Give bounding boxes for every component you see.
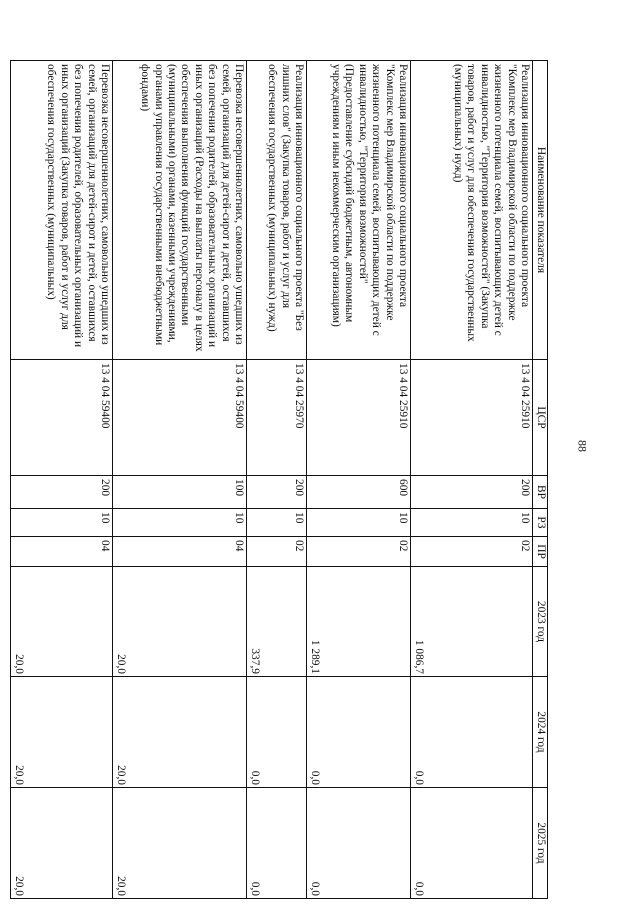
row-name: Реализация инновационного социального проекта "Комплекс мер Владимирской области по поддержке жизненного потенциала семей, воспитывающих детей с инвалидностью, "Территория возможностей" (Закупка товаров, работ и услуг для обеспечения государственных (муниципальных) нужд) <box>411 61 533 360</box>
row-2025: 0,0 <box>247 788 307 899</box>
row-2023: 337,9 <box>247 567 307 677</box>
table-row <box>113 61 247 899</box>
row-pr: 02 <box>307 537 411 567</box>
row-csr: 13 4 04 59400 <box>11 360 113 476</box>
row-vr: 200 <box>11 476 113 509</box>
header-name: Наименование показателя <box>533 61 548 360</box>
header-2024: 2024 год <box>533 677 548 788</box>
row-rz: 10 <box>307 509 411 537</box>
row-vr: 100 <box>113 476 247 509</box>
row-2024: 0,0 <box>247 677 307 788</box>
row-name: Перевозка несовершеннолетних, самовольно ушедших из семей, организаций для детей-сирот и детей, оставшихся без попечения родителей, образовательных организаций и иных организаций (Расходы на выплаты персоналу в целях обеспечения выполнения функций государственными (муниципальными) органами, казенными учреждениями, органами управления государственными внебюджетными фондами) <box>113 61 247 360</box>
row-name: Реализация инновационного социального проекта "Без лишних слов" (Закупка товаров, работ и услуг для обеспечения государственных (муниципальных) нужд) <box>247 61 307 360</box>
row-csr: 13 4 04 25910 <box>307 360 411 476</box>
header-vr: ВР <box>533 476 548 509</box>
table-row <box>11 61 113 899</box>
row-2025: 20,0 <box>11 788 113 899</box>
row-csr: 13 4 04 25970 <box>247 360 307 476</box>
budget-table <box>10 60 548 899</box>
row-2024: 20,0 <box>11 677 113 788</box>
row-2025: 0,0 <box>307 788 411 899</box>
row-rz: 10 <box>411 509 533 537</box>
header-rz: РЗ <box>533 509 548 537</box>
header-2025: 2025 год <box>533 788 548 899</box>
row-csr: 13 4 04 25910 <box>411 360 533 476</box>
row-2023: 20,0 <box>113 567 247 677</box>
row-rz: 10 <box>247 509 307 537</box>
table-header-row <box>533 61 548 899</box>
row-2024: 0,0 <box>411 677 533 788</box>
row-pr: 04 <box>113 537 247 567</box>
row-vr: 200 <box>247 476 307 509</box>
row-pr: 02 <box>247 537 307 567</box>
row-2023: 1 289,1 <box>307 567 411 677</box>
row-csr: 13 4 04 59400 <box>113 360 247 476</box>
header-2023: 2023 год <box>533 567 548 677</box>
row-pr: 02 <box>411 537 533 567</box>
table-row <box>411 61 533 899</box>
table-row <box>307 61 411 899</box>
row-rz: 10 <box>11 509 113 537</box>
row-2024: 0,0 <box>307 677 411 788</box>
row-vr: 200 <box>411 476 533 509</box>
row-pr: 04 <box>11 537 113 567</box>
row-2023: 20,0 <box>11 567 113 677</box>
row-2025: 0,0 <box>411 788 533 899</box>
row-rz: 10 <box>113 509 247 537</box>
page-number: 88 <box>575 440 590 452</box>
row-2023: 1 086,7 <box>411 567 533 677</box>
rotated-page-content <box>10 60 548 898</box>
header-pr: ПР <box>533 537 548 567</box>
header-csr: ЦСР <box>533 360 548 476</box>
row-vr: 600 <box>307 476 411 509</box>
row-name: Перевозка несовершеннолетних, самовольно ушедших из семей, организаций для детей-сирот и детей, оставшихся без попечения родителей, образовательных организаций и иных организаций (Закупка товаров, работ и услуг для обеспечения государственных (муниципальных) <box>11 61 113 360</box>
table-row <box>247 61 307 899</box>
row-2024: 20,0 <box>113 677 247 788</box>
row-name: Реализация инновационного социального проекта "Комплекс мер Владимирской области по поддержке жизненного потенциала семей, воспитывающих детей с инвалидностью, "Территория возможностей" (Предоставление субсидий бюджетным, автономным учреждениям и иным некоммерческим организациям) <box>307 61 411 360</box>
row-2025: 20,0 <box>113 788 247 899</box>
